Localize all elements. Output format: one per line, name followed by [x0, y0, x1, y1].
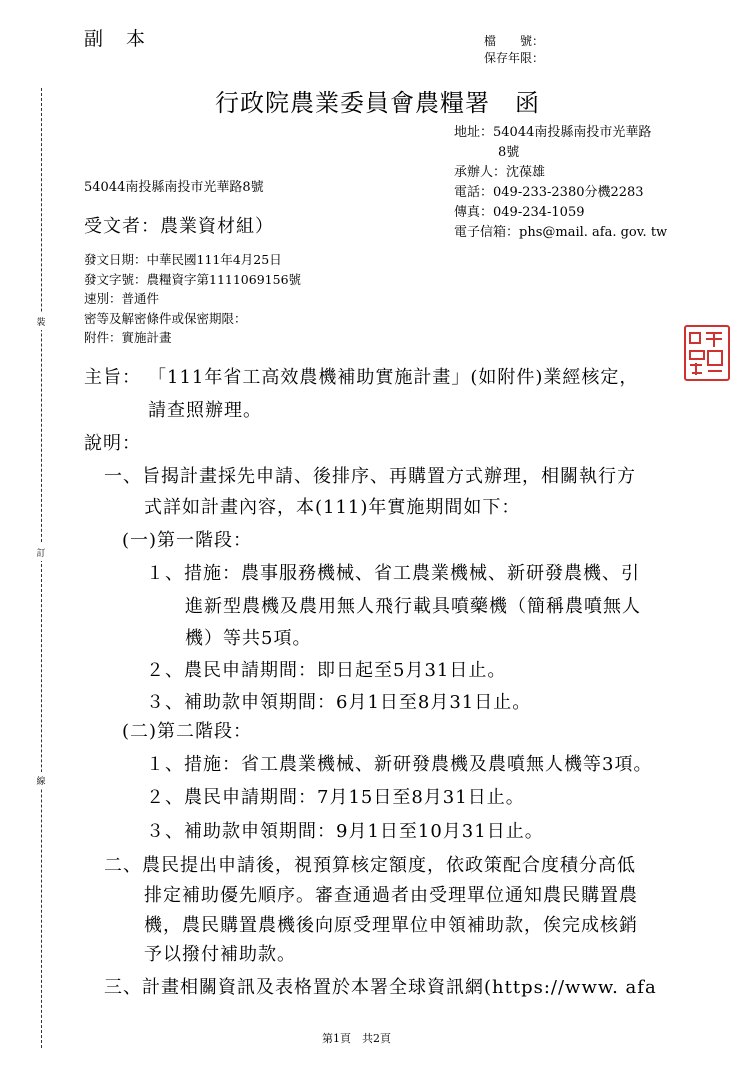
contact-email: 電子信箱：phs@mail. afa. gov. tw: [454, 225, 668, 240]
contact-block: [454, 123, 667, 243]
phase2-measure-1: １、措施：省工農業機械、新研發農機及農噴無人機等3項。: [146, 754, 653, 775]
phase1-measure-1-line-3: 機）等共5項。: [185, 628, 312, 649]
item3-line-1: 三、計畫相關資訊及表格置於本署全球資訊網(https://www. afa: [104, 977, 657, 998]
item2-line-2: 排定補助優先順序。審查通過者由受理單位通知農民購置農: [144, 885, 638, 906]
retention-period-label: 保存年限：: [484, 51, 545, 65]
explanation-label: 說明：: [84, 433, 141, 454]
binding-mark-bind: 裝: [34, 313, 48, 330]
page-footer: 第1頁 共2頁: [322, 1032, 391, 1045]
file-meta: [484, 33, 544, 67]
phase1-label: (一)第一階段：: [122, 530, 253, 551]
phase1-measure-3: ３、補助款申領期間：6月1日至8月31日止。: [146, 692, 532, 713]
item1-line-2: 式詳如計畫內容，本(111)年實施期間如下：: [144, 497, 521, 518]
phase1-measure-1-line-2: 進新型農機及農用無人飛行載具噴藥機（簡稱農噴無人: [185, 596, 641, 617]
binding-line: [41, 88, 42, 1048]
sender-address: 54044南投縣南投市光華路8號: [84, 180, 264, 195]
subject-label: 主旨：: [84, 367, 141, 388]
contact-address-cont: 8號: [498, 145, 520, 160]
contact-phone: 電話：049-233-2380分機2283: [454, 185, 644, 200]
issue-date: 發文日期：中華民國111年4月25日: [84, 252, 282, 267]
phase2-measure-2: ２、農民申請期間：7月15日至8月31日止。: [146, 787, 525, 808]
seal-stamp-icon: [682, 323, 732, 383]
contact-handler: 承辦人：沈葆雄: [454, 165, 546, 180]
attachment: 附件：實施計畫: [84, 330, 172, 345]
phase2-measure-3: ３、補助款申領期間：9月1日至10月31日止。: [146, 821, 544, 842]
binding-mark-staple: 訂: [34, 544, 48, 561]
phase1-measure-1-line-1: １、措施：農事服務機械、省工農業機械、新研發農機、引: [146, 563, 640, 584]
document-number: 發文字號：農糧資字第1111069156號: [84, 271, 302, 287]
document-title: 行政院農業委員會農糧署 函: [215, 89, 540, 117]
phase2-label: (二)第二階段：: [122, 721, 253, 742]
item2-line-1: 二、農民提出申請後，視預算核定額度，依政策配合度積分高低: [104, 855, 636, 876]
document-info: [84, 250, 301, 348]
contact-fax: 傳真：049-234-1059: [454, 205, 585, 220]
secrecy-level: 密等及解密條件或保密期限：: [84, 310, 247, 326]
copy-mark: 副 本: [84, 28, 148, 50]
recipient: 受文者：農業資材組）: [84, 216, 274, 237]
subject-line-2: 請查照辦理。: [148, 400, 262, 421]
item1-line-1: 一、旨揭計畫採先申請、後排序、再購置方式辦理，相關執行方: [104, 466, 636, 487]
file-number-label: 檔 號：: [484, 34, 545, 48]
binding-mark-line: 線: [34, 772, 48, 789]
item2-line-3: 機，農民購置農機後向原受理單位申領補助款，俟完成核銷: [144, 915, 638, 936]
contact-address: 地址：54044南投縣南投市光華路: [454, 125, 652, 140]
item2-line-4: 予以撥付補助款。: [144, 944, 296, 965]
subject-line-1: 「111年省工高效農機補助實施計畫」(如附件)業經核定，: [148, 367, 639, 388]
phase1-measure-2: ２、農民申請期間：即日起至5月31日止。: [146, 660, 507, 681]
delivery-speed: 速別：普通件: [84, 291, 160, 306]
